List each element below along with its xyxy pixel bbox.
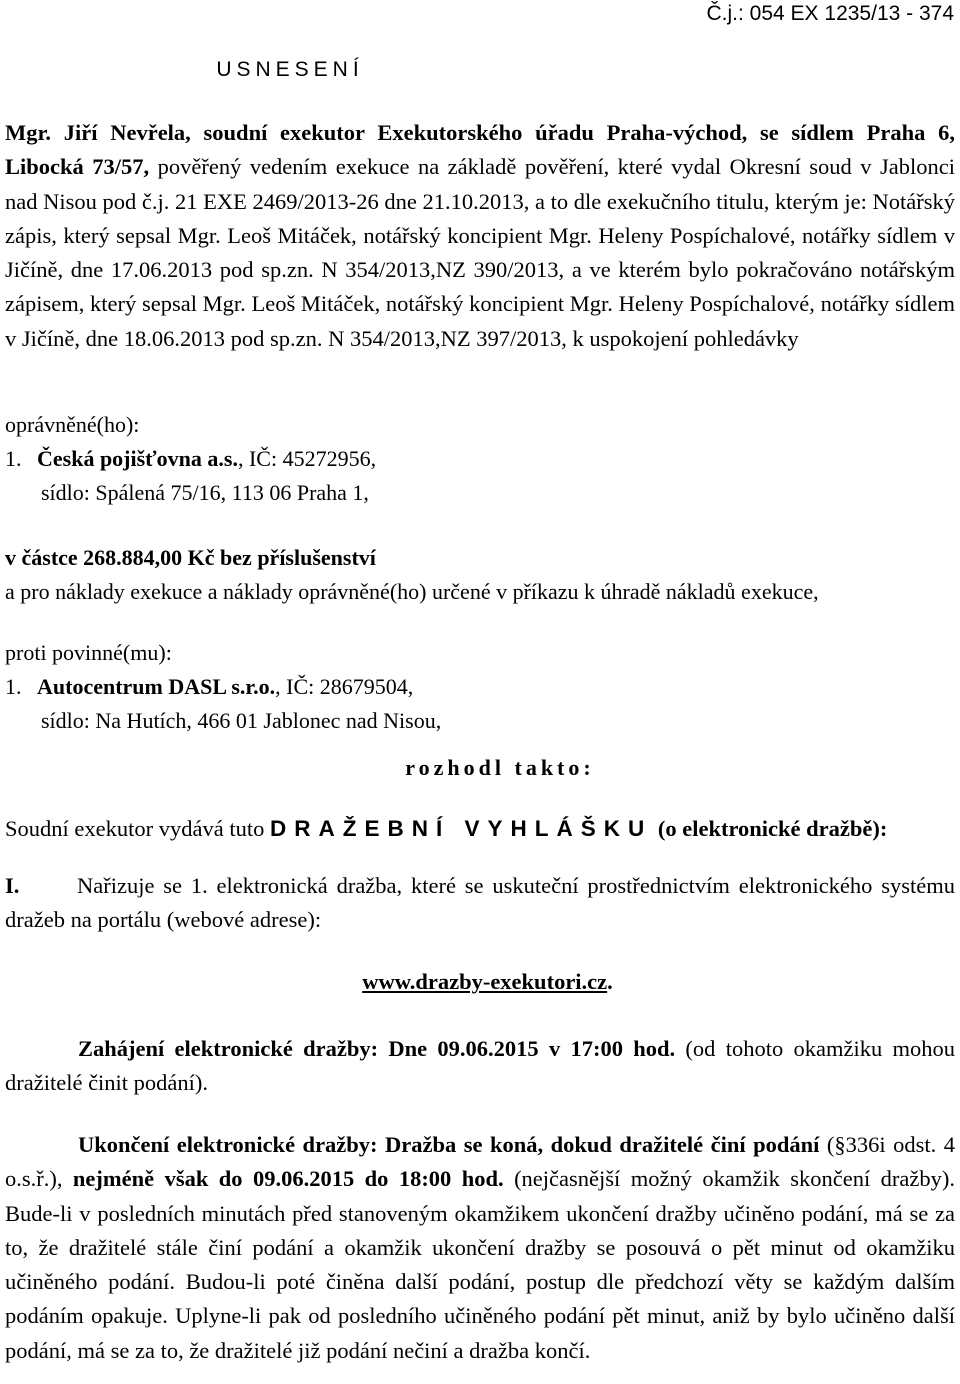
section-numeral: I. [5,873,20,898]
executor-identity: Mgr. Jiří Nevřela, soudní exekutor Exekutorského úřadu Praha-východ, se sídlem Praha 6, Libocká 73/57, [5,120,955,180]
url-line [0,969,960,995]
costs-text: a pro náklady exekuce a náklady oprávněné(ho) určené v příkazu k úhradě nákladů exekuce, [5,579,819,604]
case-reference: Č.j.: 054 EX 1235/13 - 374 [706,2,954,25]
intro-text: pověřený vedením exekuce na základě pověření, které vydal Okresní soud v Jablonci nad Nisou pod [5,154,956,214]
debtor-label: proti povinné(mu): [5,640,172,665]
auction-start-time: Zahájení elektronické dražby: Dne 09.06.2015 v 17:00 hod. [78,1036,676,1061]
auction-end-time: nejméně však do 09.06.2015 do 18:00 hod. [72,1166,504,1192]
auction-notice-title: DRAŽEBNÍ VYHLÁŠKU [269,816,653,841]
debtor-address: sídlo: Na Hutích, 466 01 Jablonec nad Nisou, [41,708,442,733]
auction-end-details: (nejčasnější možný okamžik skončení dražby). Bude-li v posledních minutách před stanoveným okamžikem ukončení dražby učiněno podání, má se za to, že dražitelé stále činí podání a okamžik ukončení dražby se posouvá o pět minut od okamžiku učiněného podání. Budou-li poté činěna další podání, postup dle předchozí věty se každým dalším podáním opakuje. Uplyne-li pak od posledního učiněného podání pět minut, aniž by bylo učiněno další podání, má se za to, že dražitelé již podání nečiní a dražba končí. [5,1166,955,1363]
debtor-id: , IČ: 28679504, [275,674,414,699]
auction-end [5,1128,955,1368]
auction-start [5,1032,955,1101]
court-case-number: č.j. 21 EXE 2469/2013-26 dne 21.10.2013 [141,188,524,214]
url-period: . [607,969,613,994]
intro-paragraph [5,116,955,356]
debtor-block [5,636,955,738]
debtor-number: 1. [5,674,22,699]
creditor-label: oprávněné(ho): [5,412,140,437]
document-title: USNESENÍ [216,58,364,81]
creditor-id: , IČ: 45272956, [237,446,377,471]
creditor-address: sídlo: Spálená 75/16, 113 06 Praha 1, [41,480,369,505]
intro-title-description: , a to dle exekučního titulu, kterým je: Notářský zápis, který sepsal Mgr. Leoš Mitáček, notářský koncipient Mgr. Heleny Pospíchalové, notářky sídlem v Jičíně, dne 17.06.2013 pod sp.zn. N 354/2013,NZ 390/2013, a ve kterém bylo pokračováno notářským zápisem, který sepsal Mgr. Leoš Mitáček, notářský koncipient Mgr. Heleny Pospíchalové, notářky sídlem v Jičíně, dne 18.06.2013 pod sp.zn. N 354/2013,NZ 397/2013, k uspokojení pohledávky [5,188,955,351]
creditor-line [5,442,955,476]
creditor-block [5,408,955,510]
amount-block [5,541,955,609]
decision-heading-wrap [0,755,960,781]
auction-portal-link[interactable]: www.drazby-exekutori.cz [362,969,608,994]
claim-amount: v částce 268.884,00 Kč bez příslušenství [5,545,376,570]
auction-type: (o elektronické dražbě): [652,816,888,841]
debtor-line [5,670,955,704]
auction-end-rule: Ukončení elektronické dražby: Dražba se koná, dokud dražitelé činí podání [78,1132,820,1157]
auction-end-reference: (§336i odst. 4 o.s.ř.), [5,1132,955,1192]
auction-start-note: (od tohoto okamžiku mohou dražitelé činit podání). [5,1036,955,1096]
decision-heading: rozhodl takto: [405,755,595,780]
section-one-text: Nařizuje se 1. elektronická dražba, které se uskuteční prostřednictvím elektronického systému dražeb na portálu (webové adrese): [5,873,955,933]
auction-notice-line [5,812,955,846]
creditor-number: 1. [5,446,22,471]
section-one [5,869,955,938]
creditor-name: Česká pojišťovna a.s. [37,446,238,471]
debtor-name: Autocentrum DASL s.r.o. [37,674,276,699]
issues-text: Soudní exekutor vydává tuto [5,816,270,841]
